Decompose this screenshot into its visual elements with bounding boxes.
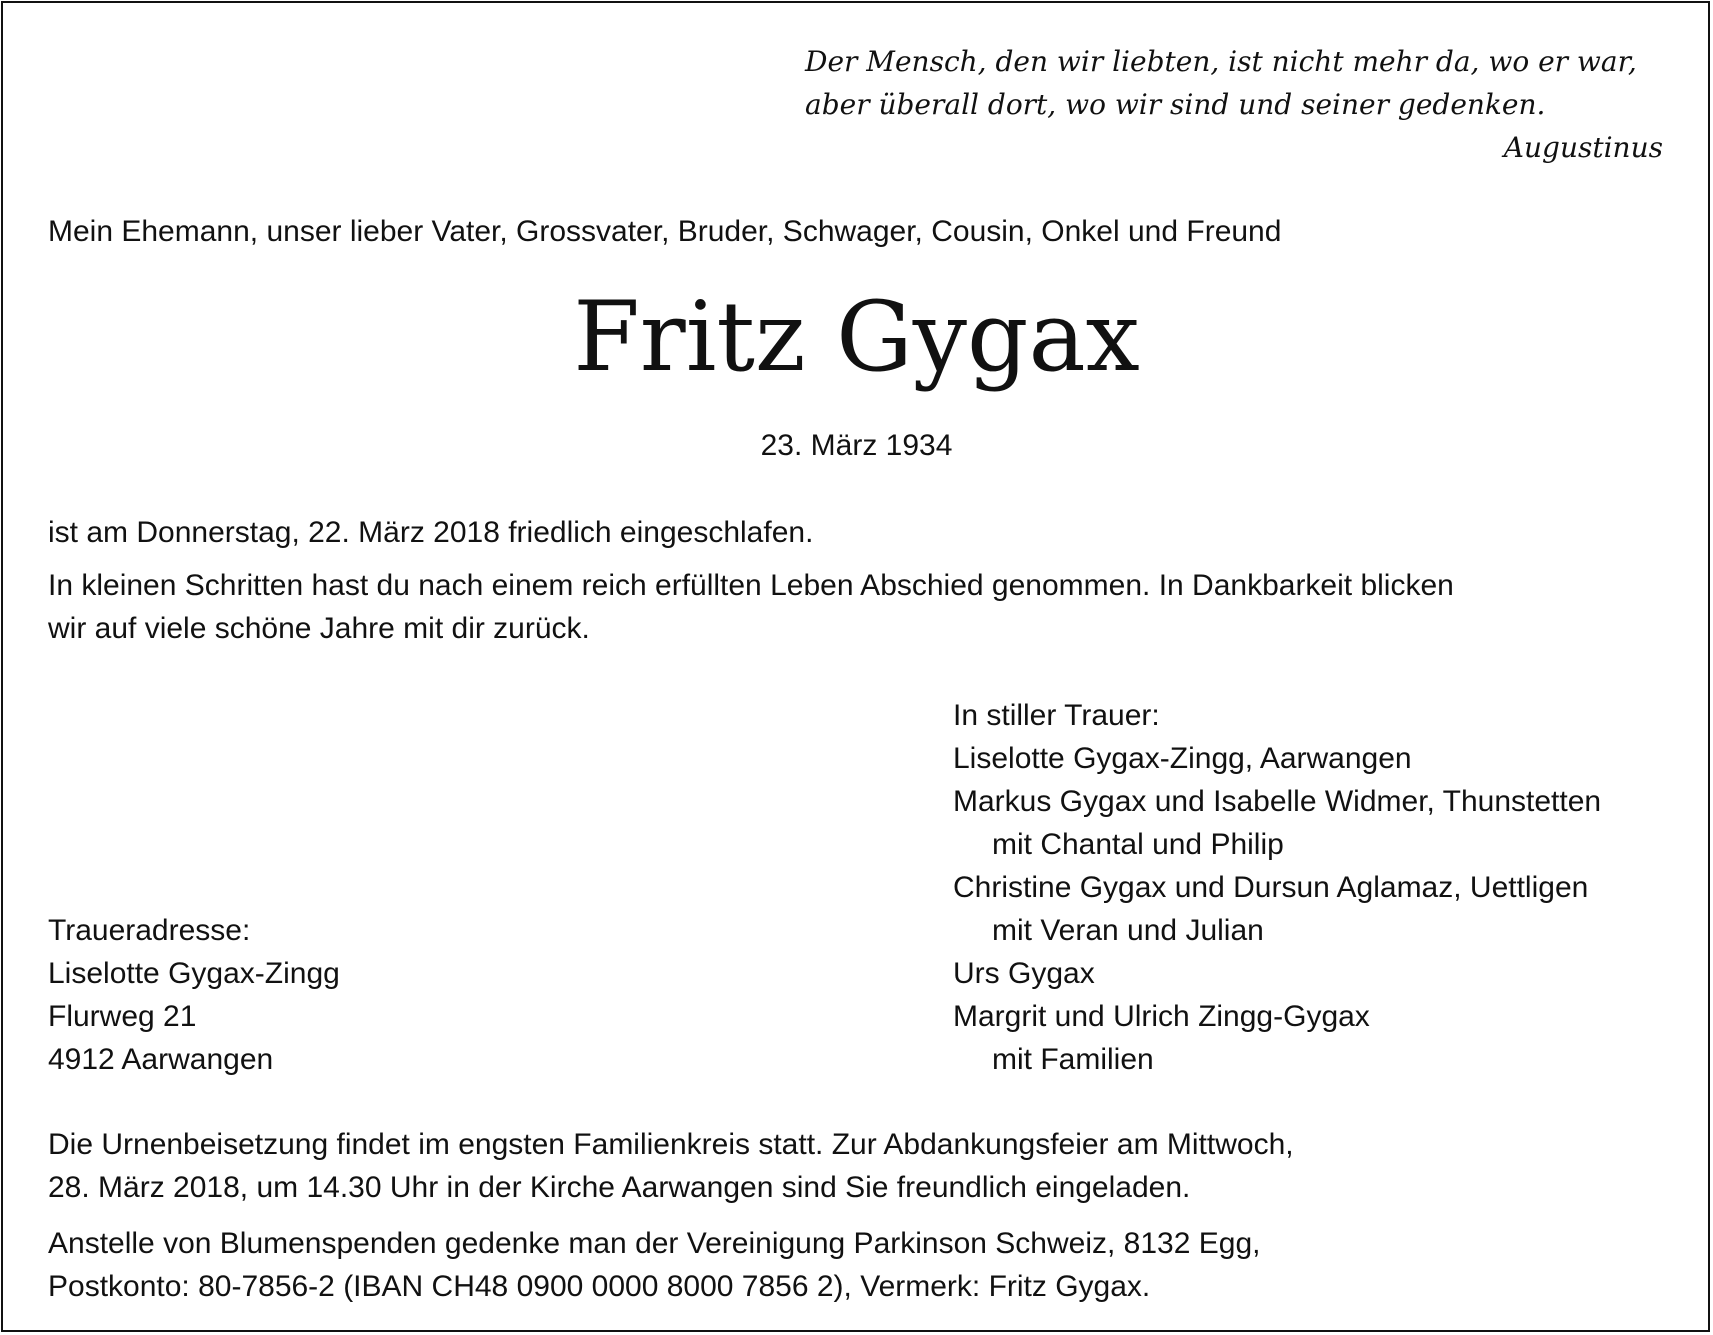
- mourner-entry: Christine Gygax und Dursun Aglamaz, Uettligen: [953, 871, 1589, 904]
- donation-line-2: Postkonto: 80-7856-2 (IBAN CH48 0900 0000 8000 7856 2), Vermerk: Fritz Gygax.: [48, 1270, 1151, 1303]
- donation-line-1: Anstelle von Blumenspenden gedenke man der Vereinigung Parkinson Schweiz, 8132 Egg,: [48, 1227, 1261, 1260]
- address-city: 4912 Aarwangen: [48, 1043, 274, 1076]
- tribute-paragraph: [48, 564, 1454, 650]
- passing-statement: ist am Donnerstag, 22. März 2018 friedlich eingeschlafen.: [48, 516, 814, 549]
- intro-text: Mein Ehemann, unser lieber Vater, Grossvater, Bruder, Schwager, Cousin, Onkel und Freund: [48, 215, 1282, 248]
- ceremony-paragraph: [48, 1123, 1294, 1209]
- mourning-address: [48, 909, 340, 1081]
- mourner-entry: Markus Gygax und Isabelle Widmer, Thunstetten: [953, 785, 1602, 818]
- quote-line-1: Der Mensch, den wir liebten, ist nicht mehr da, wo er war,: [805, 45, 1637, 78]
- address-name: Liselotte Gygax-Zingg: [48, 957, 340, 990]
- ceremony-line-1: Die Urnenbeisetzung findet im engsten Familienkreis statt. Zur Abdankungsfeier am Mittwoch,: [48, 1128, 1294, 1161]
- mourner-entry: mit Familien: [992, 1043, 1154, 1076]
- donation-paragraph: [48, 1222, 1260, 1308]
- tribute-line-1: In kleinen Schritten hast du nach einem reich erfüllten Leben Abschied genommen. In Dankbarkeit blicken: [48, 569, 1454, 602]
- address-heading: Traueradresse:: [48, 914, 251, 947]
- mourner-entry: Margrit und Ulrich Zingg-Gygax: [953, 1000, 1370, 1033]
- mourner-entry: Liselotte Gygax-Zingg, Aarwangen: [953, 742, 1412, 775]
- mourner-entry: Urs Gygax: [953, 957, 1095, 990]
- ceremony-line-2: 28. März 2018, um 14.30 Uhr in der Kirche Aarwangen sind Sie freundlich eingeladen.: [48, 1171, 1191, 1204]
- birth-date: 23. März 1934: [760, 429, 953, 462]
- epigraph-quote: [743, 40, 1663, 169]
- mourners-heading: In stiller Trauer:: [953, 699, 1160, 732]
- mourners-list: [953, 694, 1601, 1081]
- tribute-line-2: wir auf viele schöne Jahre mit dir zurück.: [48, 612, 590, 645]
- deceased-name: Fritz Gygax: [573, 281, 1140, 393]
- mourner-entry: mit Veran und Julian: [992, 914, 1264, 947]
- quote-author: Augustinus: [1503, 131, 1663, 164]
- quote-line-2: aber überall dort, wo wir sind und seiner gedenken.: [805, 88, 1546, 121]
- address-street: Flurweg 21: [48, 1000, 197, 1033]
- mourner-entry: mit Chantal und Philip: [992, 828, 1284, 861]
